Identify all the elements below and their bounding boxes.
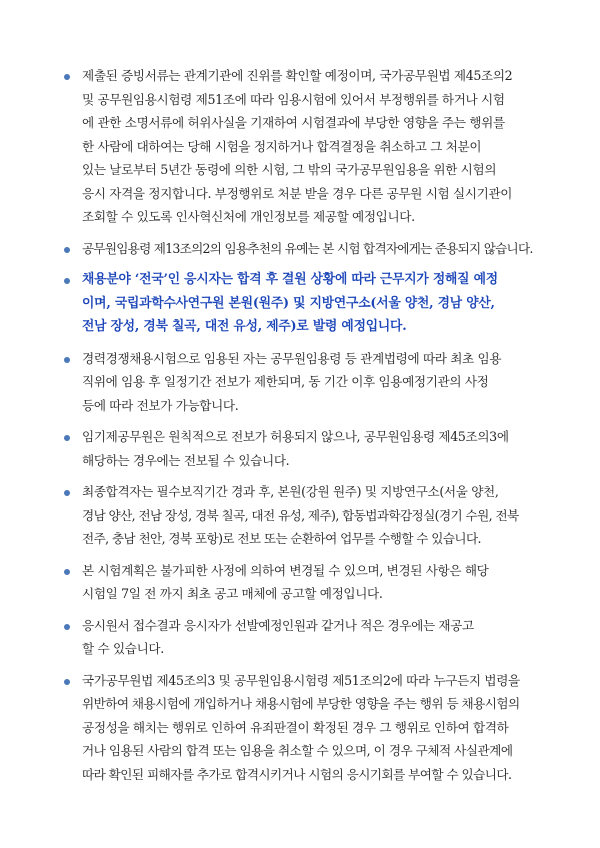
notice-list bbox=[64, 64, 550, 794]
list-item-re-announcement bbox=[64, 614, 550, 661]
text-line: 거나 임용된 사람의 합격 또는 임용을 취소할 수 있으며, 이 경우 구체적 사실관계에 bbox=[82, 743, 513, 758]
bullet-icon bbox=[64, 435, 70, 441]
text-line-highlight: 전남 장성, 경북 칠곡, 대전 유성, 제주)로 발령 예정입니다. bbox=[82, 319, 407, 334]
text-line: 공무원임용령 제13조의2의 임용추천의 유예는 본 시험 합격자에게는 준용되지 않습니다. bbox=[82, 240, 533, 256]
list-item-fairness bbox=[64, 669, 550, 787]
text-line: 에 관한 소명서류에 허위사실을 기재하여 시험결과에 부당한 영향을 주는 행위를 bbox=[82, 115, 505, 130]
text-line: 등에 따라 전보가 가능합니다. bbox=[82, 397, 239, 413]
text-line: 경남 양산, 전남 장성, 경북 칠곡, 대전 유성, 제주), 합동법과학감정실(경기 수원, 전북 bbox=[82, 507, 519, 523]
text-line: 및 공무원임용시험령 제51조에 따라 임용시험에 있어서 부정행위를 하거나 시험 bbox=[82, 91, 505, 107]
text-line: 한 사람에 대하여는 당해 시험을 정지하거나 합격결정을 취소하고 그 처분이 bbox=[82, 138, 482, 154]
text-line: 국가공무원법 제45조의3 및 공무원임용시험령 제51조의2에 따라 누구든지 법령을 bbox=[82, 672, 520, 688]
text-line-highlight: 이며, 국립과학수사연구원 본원(원주) 및 지방연구소(서울 양천, 경남 양산, bbox=[82, 295, 495, 311]
bullet-icon bbox=[64, 247, 70, 253]
text-line: 임기제공무원은 원칙적으로 전보가 허용되지 않으나, 공무원임용령 제45조의3에 bbox=[82, 429, 509, 444]
text-line: 응시 자격을 정지합니다. 부정행위로 처분 받을 경우 다른 공무원 시험 실시기관이 bbox=[82, 185, 513, 201]
bullet-icon bbox=[64, 74, 70, 80]
bullet-icon bbox=[64, 357, 70, 363]
list-item-verification bbox=[64, 64, 550, 229]
list-item-nationwide-assignment bbox=[64, 268, 550, 339]
bullet-icon bbox=[64, 278, 70, 284]
text-line: 응시원서 접수결과 응시자가 선발예정인원과 같거나 적은 경우에는 재공고 bbox=[82, 617, 474, 633]
text-line: 공정성을 해치는 행위로 인하여 유죄판결이 확정된 경우 그 행위로 인하여 합격하 bbox=[82, 719, 509, 735]
text-line: 위반하여 채용시험에 개입하거나 채용시험에 부당한 영향을 주는 행위 등 채용시험의 bbox=[82, 696, 520, 711]
list-item-recommendation-deferral bbox=[64, 237, 550, 261]
text-line: 직위에 임용 후 일정기간 전보가 제한되며, 동 기간 이후 임용예정기관의 사정 bbox=[82, 374, 489, 389]
text-line: 있는 날로부터 5년간 동령에 의한 시험, 그 밖의 국가공무원임용을 위한 시험의 bbox=[82, 162, 497, 177]
text-line: 본 시험계획은 불가피한 사정에 의하여 변경될 수 있으며, 변경된 사항은 해당 bbox=[82, 562, 489, 578]
text-line: 최종합격자는 필수보직기간 경과 후, 본원(강원 원주) 및 지방연구소(서울 양천, bbox=[82, 484, 499, 499]
text-line-highlight: 채용분야 ‘전국’인 응시자는 합격 후 결원 상황에 따라 근무지가 정해질 예정 bbox=[82, 272, 498, 287]
list-item-fixed-term bbox=[64, 425, 550, 472]
text-line: 경력경쟁채용시험으로 임용된 자는 공무원임용령 등 관계법령에 따라 최초 임용 bbox=[82, 350, 502, 366]
text-line: 할 수 있습니다. bbox=[82, 641, 164, 656]
text-line: 해당하는 경우에는 전보될 수 있습니다. bbox=[82, 452, 290, 468]
text-line: 조회할 수 있도록 인사혁신처에 개인정보를 제공할 예정입니다. bbox=[82, 209, 415, 224]
list-item-plan-change bbox=[64, 559, 550, 606]
text-line: 시험일 7일 전 까지 최초 공고 매체에 공고할 예정입니다. bbox=[82, 586, 383, 601]
list-item-career-transfer bbox=[64, 347, 550, 418]
text-line: 전주, 충남 천안, 경북 포항)로 전보 또는 순환하여 업무를 수행할 수 있습니다. bbox=[82, 531, 481, 546]
text-line: 따라 확인된 피해자를 추가로 합격시키거나 시험의 응시기회를 부여할 수 있습니다. bbox=[82, 766, 512, 782]
bullet-icon bbox=[64, 624, 70, 630]
text-line: 제출된 증빙서류는 관계기관에 진위를 확인할 예정이며, 국가공무원법 제45조의2 bbox=[82, 68, 513, 83]
list-item-rotation bbox=[64, 480, 550, 551]
bullet-icon bbox=[64, 490, 70, 496]
bullet-icon bbox=[64, 679, 70, 685]
bullet-icon bbox=[64, 569, 70, 575]
